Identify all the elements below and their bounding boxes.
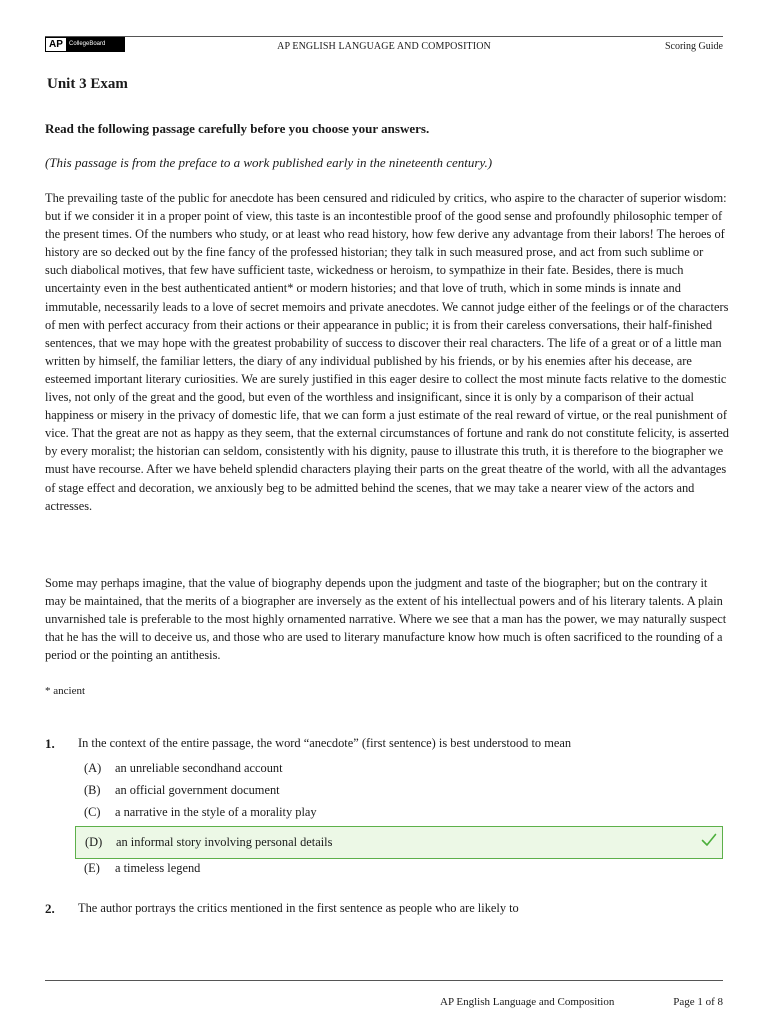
footer-course-title: AP English Language and Composition — [440, 996, 615, 1008]
answer-choice-c[interactable] — [84, 801, 724, 823]
choice-letter: (D) — [85, 835, 103, 849]
logo-brand: CollegeBoard — [66, 38, 124, 51]
choice-text: a narrative in the style of a morality play — [115, 805, 317, 819]
choice-letter: (C) — [84, 805, 101, 819]
source-note: (This passage is from the preface to a work published early in the nineteenth century.) — [45, 155, 493, 170]
choice-text: an official government document — [115, 783, 280, 797]
choice-letter: (A) — [84, 761, 102, 775]
question-number: 2. — [45, 901, 55, 916]
choice-text: an informal story involving personal details — [116, 835, 333, 849]
answer-choice-e[interactable] — [84, 857, 724, 879]
footer-rule — [45, 980, 723, 981]
passage-paragraph-1: The prevailing taste of the public for anecdote has been censured and ridiculed by critics, who aspire to the character of superior wisdom: but if we consider it in a proper point of view, this taste is an incontestible proof of the good sense and profoundly philosophic temper of the present times. Of the numbers who study, or at least who read history, how few derive any advantage from their labors! The heroes of history are so decked out by the fine fancy of the professed historian; they talk in such measured prose, and act from such sublime or such diabolical motives, that few have sufficient taste, wickedness or heroism, to sympathize in their fate. Besides, there is much uncertainty even in the best authenticated antient* or modern histories; and that love of truth, which in some minds is innate and immutable, necessarily leads to a love of secret memoirs and private anecdotes. We cannot judge either of the feelings or of the characters of men with perfect accuracy from their actions or their appearance in public; it is from their careless conversations, their half-finished sentences, that we may hope with the greatest probability of success to discover their real characters. The life of a great or of a little man written by himself, the familiar letters, the diary of any individual published by his friends, or by his enemies after his decease, are esteemed important literary curiosities. We are surely justified in this eager desire to collect the most minute facts relative to the domestic lives, not only of the great and the good, but even of the worthless and insignificant, since it is only by a comparison of their actual happiness or misery in the privacy of domestic life, that we can form a just estimate of the real reward of virtue, or the real punishment of vice. That the great are not as happy as they seem, that the external circumstances of fortune and rank do not constitute felicity, is asserted by every moralist; the historian can seldom, consistently with his dignity, pause to illustrate this truth, it is therefore to the biographer we must have recourse. After we have beheld splendid characters playing their parts on the great theatre of the world, with all the advantages of stage effect and decoration, we anxiously beg to be admitted behind the scenes, that we may take a nearer view of the actors and actresses. — [45, 191, 729, 513]
logo-ap: AP — [46, 38, 66, 51]
answer-choice-a[interactable] — [84, 757, 724, 779]
check-icon — [701, 833, 717, 847]
passage-paragraph-2: Some may perhaps imagine, that the value of biography depends upon the judgment and taste of the biographer; but on the contrary it may be maintained, that the merits of a biographer are inversely as the extent of his intellectual powers and of his literary talents. A plain unvarnished tale is preferable to the most highly ornamented narrative. Where we see that a man has the power, we may naturally suspect that he has the will to deceive us, and those who are used to literary manufacture know how much is often sacrificed to the rounding of a period or the pointing an antithesis. — [45, 576, 727, 663]
page-number: Page 1 of 8 — [673, 996, 723, 1008]
choice-text: a timeless legend — [115, 861, 201, 875]
question-number: 1. — [45, 736, 55, 751]
answer-choice-d-correct[interactable] — [75, 826, 723, 859]
choice-letter: (B) — [84, 783, 101, 797]
answer-choice-b[interactable] — [84, 779, 724, 801]
choice-text: an unreliable secondhand account — [115, 761, 283, 775]
instructions: Read the following passage carefully before you choose your answers. — [45, 121, 430, 136]
header-rule — [45, 36, 723, 37]
question-stem: The author portrays the critics mentioned in the first sentence as people who are likely to — [78, 901, 519, 915]
header-scoring-guide: Scoring Guide — [664, 41, 723, 52]
unit-title: Unit 3 Exam — [47, 76, 128, 92]
choice-letter: (E) — [84, 861, 100, 875]
header-title: AP ENGLISH LANGUAGE AND COMPOSITION — [277, 41, 491, 52]
question-stem: In the context of the entire passage, the word “anecdote” (first sentence) is best understood to mean — [78, 736, 572, 750]
footnote: * ancient — [45, 685, 86, 697]
